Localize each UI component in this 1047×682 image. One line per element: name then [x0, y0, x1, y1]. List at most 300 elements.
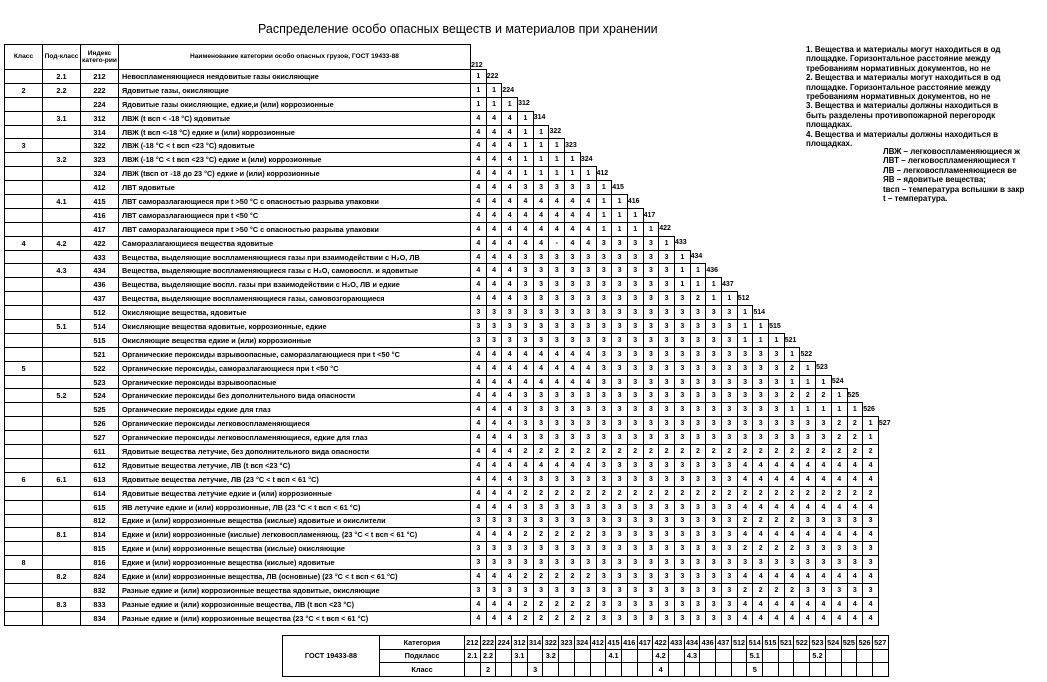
matrix-cell: 4 [502, 375, 518, 389]
matrix-cell: 4 [471, 611, 487, 625]
matrix-cell: 3 [533, 333, 549, 347]
matrix-cell: 3 [643, 333, 659, 347]
row-index: 437 [81, 292, 119, 306]
matrix-cell: 3 [690, 556, 706, 570]
row-name: ЛВЖ (t всп <-18 °С) едкие и (или) коррозионные [119, 125, 471, 139]
matrix-cell: 4 [486, 570, 502, 584]
matrix-cell: 1 [471, 83, 487, 97]
matrix-cell: 3 [486, 333, 502, 347]
row-index: 416 [81, 208, 119, 222]
row-name: Вещества, выделяющие воспламеняющиеся газы с H₂O, самовоспл. и ядовитые [119, 264, 471, 278]
matrix-cell: 3 [502, 514, 518, 528]
footer-classe-cell [700, 663, 716, 677]
matrix-cell: 1 [784, 375, 800, 389]
matrix-cell: 3 [627, 570, 643, 584]
matrix-cell: 3 [800, 417, 816, 431]
matrix-cell: 4 [502, 236, 518, 250]
matrix-cell: 4 [800, 528, 816, 542]
matrix-cell: 4 [486, 500, 502, 514]
matrix-cell: 3 [549, 333, 565, 347]
matrix-cell: 3 [706, 556, 722, 570]
row-index: 834 [81, 611, 119, 625]
matrix-cell: 3 [627, 278, 643, 292]
matrix-cell: 4 [737, 611, 753, 625]
diagonal-index: 433 [674, 239, 687, 247]
row-class: 3 [5, 139, 43, 153]
matrix-cell: 4 [502, 167, 518, 181]
matrix-cell: 3 [486, 583, 502, 597]
row-subclass [43, 250, 81, 264]
matrix-cell: 3 [800, 583, 816, 597]
matrix-cell: 3 [690, 306, 706, 320]
header-first-index: 212 [471, 61, 483, 69]
matrix-cell: 3 [596, 264, 612, 278]
row-index: 613 [81, 472, 119, 486]
row-index: 324 [81, 167, 119, 181]
matrix-cell: 4 [486, 264, 502, 278]
footer-subclasse-cell [574, 649, 590, 663]
matrix-cell: 3 [518, 389, 534, 403]
matrix-cell: 3 [659, 431, 675, 445]
matrix-cell: 3 [627, 306, 643, 320]
matrix-cell: 4 [784, 597, 800, 611]
footer-category-cell: 422 [653, 636, 669, 650]
footer-classe-cell [496, 663, 512, 677]
matrix-cell: 3 [816, 556, 832, 570]
matrix-cell: 2 [706, 445, 722, 459]
matrix-cell: 2 [800, 389, 816, 403]
matrix-cell: 3 [674, 528, 690, 542]
matrix-cell: 3 [706, 542, 722, 556]
matrix-cell: 3 [627, 236, 643, 250]
matrix-cell: 3 [737, 556, 753, 570]
diagonal-index: 436 [706, 267, 718, 275]
row-subclass: 6.1 [43, 472, 81, 486]
matrix-cell: 4 [816, 597, 832, 611]
matrix-cell: 3 [674, 570, 690, 584]
matrix-cell: 3 [565, 264, 581, 278]
matrix-cell: 4 [471, 195, 487, 209]
matrix-cell: 3 [627, 361, 643, 375]
matrix-cell: 3 [769, 375, 785, 389]
matrix-cell: 2 [753, 486, 769, 500]
matrix-cell: 3 [847, 583, 863, 597]
matrix-cell: 3 [643, 417, 659, 431]
row-index: 824 [81, 570, 119, 584]
matrix-cell: 4 [502, 597, 518, 611]
footer-label: Категория [380, 636, 465, 650]
matrix-cell: 2 [847, 417, 863, 431]
matrix-cell: 1 [580, 167, 596, 181]
matrix-cell: 3 [706, 431, 722, 445]
row-class [5, 97, 43, 111]
matrix-cell: 3 [580, 403, 596, 417]
matrix-cell: 4 [831, 458, 847, 472]
footer-classe-cell [637, 663, 653, 677]
matrix-cell: 4 [549, 195, 565, 209]
matrix-cell: 4 [486, 417, 502, 431]
matrix-cell: 3 [518, 542, 534, 556]
matrix-cell: 3 [612, 514, 628, 528]
matrix-cell: 3 [627, 292, 643, 306]
matrix-cell: 3 [471, 306, 487, 320]
matrix-cell: 4 [769, 611, 785, 625]
matrix-cell: 4 [737, 570, 753, 584]
matrix-cell: 4 [486, 597, 502, 611]
matrix-cell: 3 [627, 472, 643, 486]
footer-subclasse-cell [763, 649, 779, 663]
matrix-cell: 2 [580, 611, 596, 625]
matrix-cell: 2 [784, 486, 800, 500]
row-index: 433 [81, 250, 119, 264]
matrix-cell: 3 [612, 583, 628, 597]
row-index: 312 [81, 111, 119, 125]
row-class [5, 528, 43, 542]
footer-classe-cell [716, 663, 732, 677]
footer-classe-cell [668, 663, 684, 677]
matrix-cell: 3 [674, 472, 690, 486]
matrix-cell: 3 [753, 417, 769, 431]
matrix-cell: 3 [533, 583, 549, 597]
matrix-cell: 1 [533, 125, 549, 139]
matrix-cell: 3 [769, 431, 785, 445]
matrix-cell: 3 [722, 361, 738, 375]
matrix-cell: 3 [690, 597, 706, 611]
matrix-cell: 3 [690, 611, 706, 625]
matrix-cell: 3 [565, 514, 581, 528]
matrix-cell: 4 [565, 236, 581, 250]
matrix-cell: 2 [800, 445, 816, 459]
matrix-cell: 4 [580, 222, 596, 236]
row-class [5, 333, 43, 347]
matrix-cell: 3 [816, 417, 832, 431]
matrix-cell: 3 [643, 320, 659, 334]
matrix-cell: 1 [784, 347, 800, 361]
matrix-cell: 3 [596, 306, 612, 320]
matrix-cell: 3 [659, 597, 675, 611]
table-row [5, 347, 892, 361]
matrix-cell: 4 [486, 472, 502, 486]
matrix-cell: 4 [784, 528, 800, 542]
storage-matrix-table [4, 44, 892, 626]
row-subclass: 4.1 [43, 195, 81, 209]
matrix-cell: 4 [502, 611, 518, 625]
matrix-cell: 1 [565, 167, 581, 181]
matrix-cell: 3 [580, 472, 596, 486]
matrix-cell: 3 [549, 556, 565, 570]
row-class [5, 611, 43, 625]
matrix-cell: 1 [486, 97, 502, 111]
matrix-cell: 2 [769, 445, 785, 459]
matrix-cell: 3 [722, 611, 738, 625]
matrix-cell: 4 [502, 472, 518, 486]
matrix-cell: 3 [612, 320, 628, 334]
matrix-cell: 3 [706, 389, 722, 403]
footer-classe-cell [512, 663, 528, 677]
matrix-cell: 3 [690, 417, 706, 431]
table-row [5, 528, 892, 542]
matrix-cell: 2 [737, 514, 753, 528]
matrix-cell: 4 [486, 236, 502, 250]
row-name: Органические пероксиды взрывоопасные [119, 375, 471, 389]
footer-subclasse-cell [794, 649, 810, 663]
row-name: ЛВТ саморазлагающиеся при t <50 °С [119, 208, 471, 222]
matrix-cell: 3 [565, 306, 581, 320]
matrix-cell: 3 [565, 431, 581, 445]
matrix-cell: 1 [737, 320, 753, 334]
matrix-cell: 4 [471, 458, 487, 472]
matrix-cell: 4 [816, 528, 832, 542]
matrix-cell: 4 [502, 361, 518, 375]
table-row [5, 500, 892, 514]
header-index: Индекс катего-рии [81, 45, 119, 70]
matrix-cell: 3 [643, 375, 659, 389]
matrix-cell: 3 [643, 458, 659, 472]
table-row [5, 70, 892, 84]
matrix-cell: 3 [533, 500, 549, 514]
matrix-cell: 2 [518, 611, 534, 625]
footer-subclasse-cell [637, 649, 653, 663]
matrix-cell: 2 [831, 431, 847, 445]
matrix-cell: 3 [769, 556, 785, 570]
matrix-cell: 3 [627, 542, 643, 556]
row-name: Ядовитые вещества летучие, ЛВ (23 °С < t всп < 61 °С) [119, 472, 471, 486]
row-name: Едкие и (или) коррозионные (кислые) легковоспламеняющ. (23 °С < t всп < 61 °С) [119, 528, 471, 542]
row-subclass [43, 583, 81, 597]
matrix-cell: 4 [769, 570, 785, 584]
matrix-cell: 2 [518, 445, 534, 459]
matrix-cell: 4 [784, 570, 800, 584]
matrix-cell: 2 [565, 570, 581, 584]
matrix-cell: 3 [706, 361, 722, 375]
footer-subclasse-cell [700, 649, 716, 663]
diagonal-index: 512 [737, 294, 750, 302]
footer-subclasse-cell [778, 649, 794, 663]
matrix-cell: 3 [565, 333, 581, 347]
matrix-cell: 4 [784, 458, 800, 472]
matrix-cell: 3 [502, 333, 518, 347]
matrix-cell: 3 [612, 403, 628, 417]
matrix-cell: 3 [533, 320, 549, 334]
row-class [5, 389, 43, 403]
footer-category-cell: 322 [543, 636, 559, 650]
row-class [5, 125, 43, 139]
legend-line: t – температура. [883, 194, 948, 204]
matrix-cell: 3 [596, 472, 612, 486]
matrix-cell: 3 [596, 542, 612, 556]
matrix-cell: 3 [690, 389, 706, 403]
matrix-cell: 4 [863, 528, 879, 542]
row-class [5, 278, 43, 292]
matrix-cell: 3 [753, 403, 769, 417]
matrix-cell: 3 [659, 292, 675, 306]
matrix-cell: 2 [533, 570, 549, 584]
matrix-cell: 3 [612, 361, 628, 375]
matrix-cell: 3 [690, 542, 706, 556]
row-index: 832 [81, 583, 119, 597]
matrix-cell: 3 [643, 500, 659, 514]
row-index: 812 [81, 514, 119, 528]
matrix-cell: 3 [533, 431, 549, 445]
row-name: ЛВЖ (tвсп от -18 до 23 °С) едкие и (или) коррозионные [119, 167, 471, 181]
matrix-cell: 4 [471, 139, 487, 153]
diagonal-index: 224 [502, 86, 515, 94]
matrix-cell: 3 [518, 320, 534, 334]
table-row [5, 306, 892, 320]
matrix-cell: 4 [502, 264, 518, 278]
matrix-cell: 3 [800, 431, 816, 445]
matrix-cell: 4 [769, 500, 785, 514]
matrix-cell: 4 [471, 417, 487, 431]
matrix-cell: 3 [612, 333, 628, 347]
diagonal-index: 222 [486, 72, 499, 80]
matrix-cell: 3 [596, 292, 612, 306]
diagonal-index: 417 [643, 211, 656, 219]
matrix-cell: 3 [659, 583, 675, 597]
matrix-cell: 3 [471, 333, 487, 347]
matrix-cell: 3 [518, 181, 534, 195]
matrix-cell: 2 [659, 486, 675, 500]
legend-line: ЛВЖ – легковоспламеняющиеся ж [883, 147, 1020, 156]
row-subclass: 3.2 [43, 153, 81, 167]
table-row [5, 222, 892, 236]
matrix-cell: 3 [471, 542, 487, 556]
matrix-cell: 4 [863, 611, 879, 625]
matrix-cell: 4 [800, 500, 816, 514]
matrix-cell: 3 [612, 236, 628, 250]
matrix-cell: 4 [486, 431, 502, 445]
footer-classe-cell [574, 663, 590, 677]
matrix-cell: 2 [518, 486, 534, 500]
matrix-cell: 1 [518, 111, 534, 125]
matrix-cell: 2 [596, 486, 612, 500]
matrix-cell: 4 [486, 139, 502, 153]
table-row [5, 375, 892, 389]
matrix-cell: 2 [565, 528, 581, 542]
footer-category-cell: 222 [480, 636, 496, 650]
footer-category-cell: 312 [512, 636, 528, 650]
matrix-cell: 3 [753, 431, 769, 445]
matrix-cell: 2 [753, 583, 769, 597]
matrix-cell: 3 [596, 417, 612, 431]
row-name: Вещества, выделяющие воспламеняющиеся газы, самовозгорающиеся [119, 292, 471, 306]
note-line: 2. Вещества и материалы могут находиться в од [806, 73, 1001, 83]
footer-category-cell: 437 [716, 636, 732, 650]
row-subclass [43, 556, 81, 570]
header-row [5, 45, 892, 70]
matrix-cell: 3 [612, 556, 628, 570]
matrix-cell: 3 [627, 597, 643, 611]
matrix-cell: 4 [518, 208, 534, 222]
matrix-cell: 3 [486, 514, 502, 528]
matrix-cell: 3 [612, 611, 628, 625]
footer-subclasse-cell [496, 649, 512, 663]
matrix-cell: 3 [518, 514, 534, 528]
row-subclass: 8.1 [43, 528, 81, 542]
matrix-cell: 3 [565, 542, 581, 556]
table-row [5, 361, 892, 375]
footer-row-category [283, 636, 889, 650]
row-subclass: 3.1 [43, 111, 81, 125]
matrix-cell: 4 [565, 375, 581, 389]
matrix-cell: 3 [518, 431, 534, 445]
row-class [5, 500, 43, 514]
matrix-cell: 2 [596, 445, 612, 459]
matrix-cell: 3 [533, 181, 549, 195]
diagonal-index: 521 [784, 336, 797, 344]
matrix-cell: 2 [627, 486, 643, 500]
matrix-cell: 3 [596, 431, 612, 445]
matrix-cell: 3 [518, 403, 534, 417]
matrix-cell: 3 [800, 514, 816, 528]
matrix-cell: 4 [816, 570, 832, 584]
matrix-cell: 4 [486, 181, 502, 195]
row-name: Саморазлагающиеся вещества ядовитые [119, 236, 471, 250]
matrix-cell: 2 [800, 486, 816, 500]
matrix-cell: 3 [706, 347, 722, 361]
matrix-cell: 3 [596, 320, 612, 334]
matrix-cell: 4 [486, 250, 502, 264]
row-subclass: 8.2 [43, 570, 81, 584]
row-name: Ядовитые газы окисляющие, едкие,и (или) коррозионные [119, 97, 471, 111]
table-row [5, 472, 892, 486]
row-class: 4 [5, 236, 43, 250]
footer-category-cell: 522 [794, 636, 810, 650]
matrix-cell: 2 [518, 597, 534, 611]
row-index: 527 [81, 431, 119, 445]
table-row [5, 333, 892, 347]
matrix-cell: 2 [549, 445, 565, 459]
matrix-cell: 3 [659, 347, 675, 361]
footer-subclasse-cell [857, 649, 873, 663]
matrix-cell: 3 [549, 431, 565, 445]
matrix-cell: 4 [502, 431, 518, 445]
diagonal-index: 312 [518, 100, 530, 108]
matrix-cell: 2 [643, 445, 659, 459]
row-index: 526 [81, 417, 119, 431]
matrix-cell: 3 [722, 597, 738, 611]
matrix-cell: 3 [722, 514, 738, 528]
matrix-cell: 3 [690, 514, 706, 528]
matrix-cell: 3 [549, 403, 565, 417]
matrix-cell: 3 [565, 250, 581, 264]
matrix-cell: 4 [502, 153, 518, 167]
matrix-cell: 4 [471, 181, 487, 195]
matrix-cell: 3 [596, 500, 612, 514]
matrix-cell: 3 [706, 306, 722, 320]
matrix-cell: 3 [502, 556, 518, 570]
table-row [5, 320, 892, 334]
table-row [5, 445, 892, 459]
row-subclass: 2.2 [43, 83, 81, 97]
matrix-cell: 4 [863, 597, 879, 611]
matrix-cell: 4 [737, 500, 753, 514]
matrix-cell: 4 [580, 458, 596, 472]
matrix-cell: 1 [816, 403, 832, 417]
matrix-cell: 2 [643, 486, 659, 500]
row-subclass [43, 292, 81, 306]
row-subclass: 5.2 [43, 389, 81, 403]
row-name: Разные едкие и (или) коррозионные вещества, ЛВ (t всп <23 °С) [119, 597, 471, 611]
footer-subclasse-cell [621, 649, 637, 663]
matrix-cell: 3 [674, 542, 690, 556]
note-line: площадке. Горизонтальное расстояние между [806, 82, 991, 92]
matrix-cell: 4 [518, 347, 534, 361]
row-class [5, 111, 43, 125]
row-class [5, 445, 43, 459]
matrix-cell: 4 [471, 500, 487, 514]
matrix-cell: 1 [549, 139, 565, 153]
